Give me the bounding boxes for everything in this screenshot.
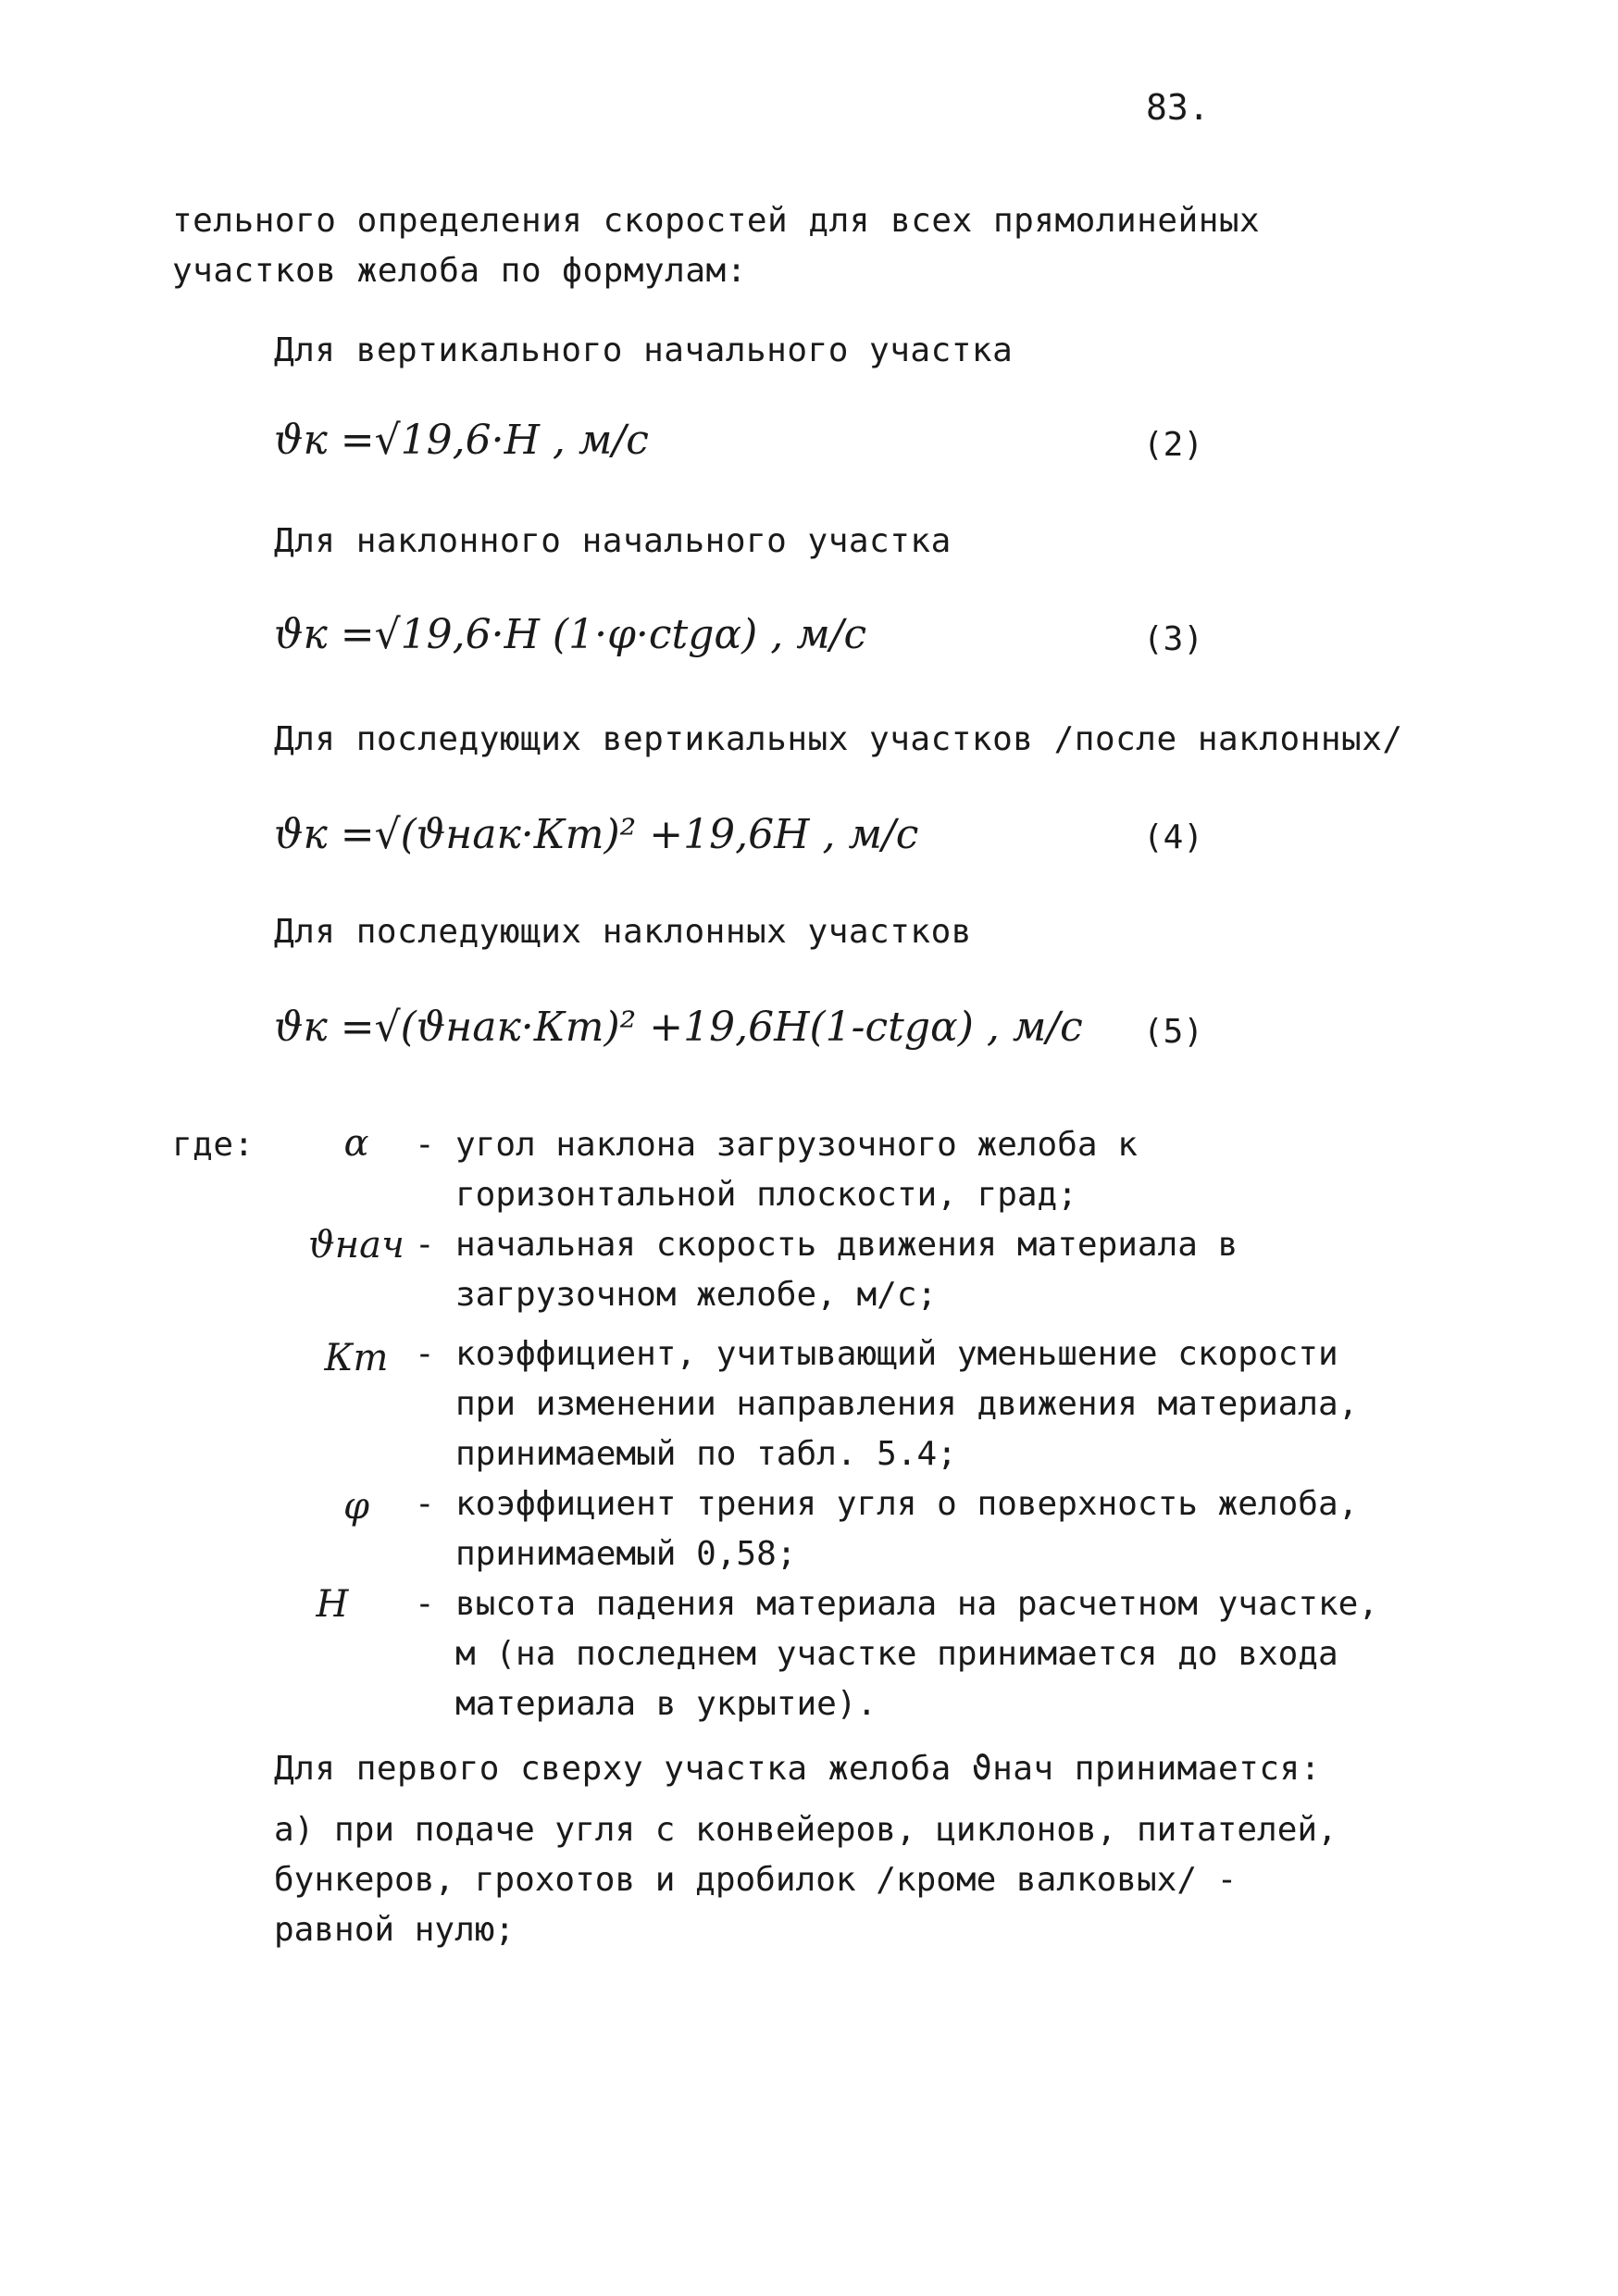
definition-dash: - <box>415 1226 435 1264</box>
definition-symbol-kt: Кт <box>324 1337 389 1379</box>
definition-dash: - <box>415 1485 435 1523</box>
definition-symbol-h: H <box>316 1583 349 1626</box>
section-heading-5: Для последующих наклонных участков <box>274 913 972 951</box>
intro-line-1: тельного определения скоростей для всех прямолинейных <box>172 202 1261 240</box>
definition-symbol-v-nach: ϑнач <box>308 1224 404 1267</box>
definition-symbol-alpha: α <box>343 1122 369 1165</box>
page-number: 83. <box>1146 87 1210 128</box>
formula-number-3: (3) <box>1143 620 1204 658</box>
section-heading-3: Для наклонного начального участка <box>274 522 952 560</box>
closing-line: Для первого сверху участка желоба ϑнач принимается: <box>274 1750 1321 1788</box>
where-label: где: <box>172 1126 255 1164</box>
definition-text-phi: коэффициент трения угля о поверхность желоба, принимаемый 0,58; <box>455 1485 1359 1573</box>
definition-dash: - <box>415 1335 435 1373</box>
section-heading-2: Для вертикального начального участка <box>274 331 1014 369</box>
formula-number-4: (4) <box>1143 818 1204 856</box>
definition-text-alpha: угол наклона загрузочного желоба к горизонтальной плоскости, град; <box>455 1126 1138 1214</box>
definition-text-kt: коэффициент, учитывающий уменьшение скорости при изменении направления движения материала, принимаемый по табл. 5.4; <box>455 1335 1359 1473</box>
formula-number-5: (5) <box>1143 1013 1204 1051</box>
formula-2: ϑк =√19,6·H , м/с <box>274 417 649 464</box>
definition-symbol-phi: φ <box>342 1485 369 1528</box>
intro-line-2: участков желоба по формулам: <box>172 252 747 290</box>
formula-4: ϑк =√(ϑнак·Кт)² +19,6H , м/с <box>274 811 919 858</box>
definition-text-h: высота падения материала на расчетном участке, м (на последнем участке принимается до входа материала в укрытие). <box>455 1585 1378 1723</box>
formula-5: ϑк =√(ϑнак·Кт)² +19,6H(1-ctgα) , м/с <box>274 1004 1083 1051</box>
list-item-a: а) при подаче угля с конвейеров, циклонов, питателей, бункеров, грохотов и дробилок /кроме валковых/ - равной нулю; <box>274 1811 1338 1949</box>
definition-dash: - <box>415 1585 435 1623</box>
section-heading-4: Для последующих вертикальных участков /после наклонных/ <box>274 720 1403 758</box>
definition-text-v-nach: начальная скорость движения материала в загрузочном желобе, м/с; <box>455 1226 1238 1314</box>
definition-dash: - <box>415 1126 435 1164</box>
formula-number-2: (2) <box>1143 426 1204 464</box>
formula-3: ϑк =√19,6·H (1·φ·ctgα) , м/с <box>274 611 867 658</box>
